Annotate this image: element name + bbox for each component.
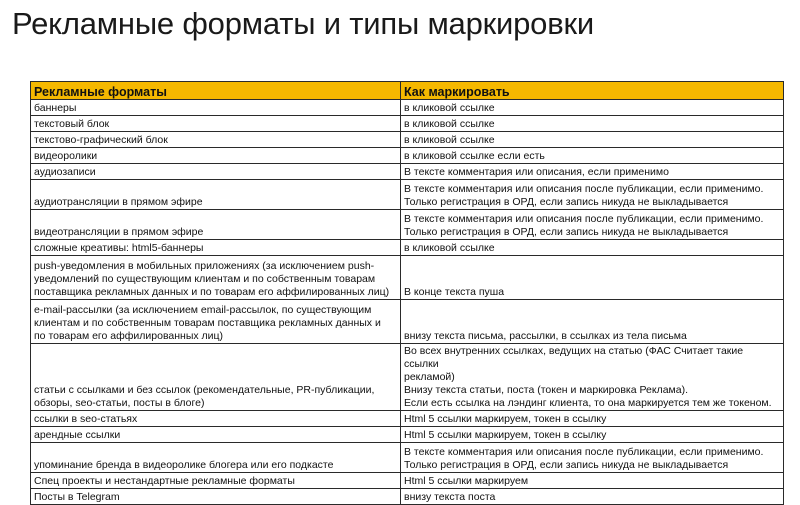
marking-cell: внизу текста поста	[401, 489, 784, 505]
table-row	[31, 240, 784, 256]
table-row	[31, 180, 784, 210]
marking-cell: в кликовой ссылке	[401, 116, 784, 132]
marking-cell: Html 5 ссылки маркируем, токен в ссылку	[401, 427, 784, 443]
table-header-row	[31, 82, 784, 100]
marking-cell: в кликовой ссылке	[401, 132, 784, 148]
format-cell: push-уведомления в мобильных приложениях (за исключением push- уведомлений по существующим клиентам и по собственным товарам поставщика рекламных данных и по товарам его аффилированных лиц)	[31, 256, 401, 300]
table-row	[31, 210, 784, 240]
table-row	[31, 443, 784, 473]
table-row	[31, 411, 784, 427]
marking-cell: внизу текста письма, рассылки, в ссылках из тела письма	[401, 300, 784, 344]
table-row	[31, 427, 784, 443]
format-cell: видеотрансляции в прямом эфире	[31, 210, 401, 240]
table-row	[31, 132, 784, 148]
format-cell: аудиозаписи	[31, 164, 401, 180]
marking-cell: Html 5 ссылки маркируем	[401, 473, 784, 489]
marking-cell: В тексте комментария или описания после публикации, если применимо. Только регистрация в ОРД, если запись никуда не выкладывается	[401, 210, 784, 240]
format-cell: Посты в Telegram	[31, 489, 401, 505]
table-row	[31, 164, 784, 180]
format-cell: ссылки в seo-статьях	[31, 411, 401, 427]
header-how-to-mark: Как маркировать	[401, 82, 784, 100]
table-row	[31, 300, 784, 344]
header-formats: Рекламные форматы	[31, 82, 401, 100]
format-cell: аудиотрансляции в прямом эфире	[31, 180, 401, 210]
table-row	[31, 116, 784, 132]
format-cell: e-mail-рассылки (за исключением email-рассылок, по существующим клиентам и по собственным товарам поставщика рекламных данных и по товарам его аффилированных лиц)	[31, 300, 401, 344]
marking-cell: В тексте комментария или описания после публикации, если применимо. Только регистрация в ОРД, если запись никуда не выкладывается	[401, 443, 784, 473]
table-row	[31, 100, 784, 116]
format-cell: Спец проекты и нестандартные рекламные форматы	[31, 473, 401, 489]
format-cell: текстово-графический блок	[31, 132, 401, 148]
page-title: Рекламные форматы и типы маркировки	[12, 6, 594, 41]
ad-formats-table	[30, 81, 784, 505]
format-cell: статьи с ссылками и без ссылок (рекомендательные, PR-публикации, обзоры, seo-статьи, посты в блоге)	[31, 344, 401, 411]
marking-cell: Html 5 ссылки маркируем, токен в ссылку	[401, 411, 784, 427]
table-row	[31, 344, 784, 411]
marking-cell: в кликовой ссылке	[401, 240, 784, 256]
format-cell: текстовый блок	[31, 116, 401, 132]
marking-cell: в кликовой ссылке если есть	[401, 148, 784, 164]
format-cell: видеоролики	[31, 148, 401, 164]
table-row	[31, 489, 784, 505]
table-row	[31, 473, 784, 489]
table-row	[31, 148, 784, 164]
format-cell: упоминание бренда в видеоролике блогера или его подкасте	[31, 443, 401, 473]
format-cell: сложные креативы: html5-баннеры	[31, 240, 401, 256]
format-cell: арендные ссылки	[31, 427, 401, 443]
marking-cell: В тексте комментария или описания после публикации, если применимо. Только регистрация в ОРД, если запись никуда не выкладывается	[401, 180, 784, 210]
marking-cell: В тексте комментария или описания, если применимо	[401, 164, 784, 180]
marking-cell: В конце текста пуша	[401, 256, 784, 300]
table-row	[31, 256, 784, 300]
format-cell: баннеры	[31, 100, 401, 116]
marking-cell: Во всех внутренних ссылках, ведущих на статью (ФАС Считает такие ссылки рекламой) Внизу текста статьи, поста (токен и маркировка Реклама). Если есть ссылка на лэндинг клиента, то она маркируется тем же токеном.	[401, 344, 784, 411]
marking-cell: в кликовой ссылке	[401, 100, 784, 116]
